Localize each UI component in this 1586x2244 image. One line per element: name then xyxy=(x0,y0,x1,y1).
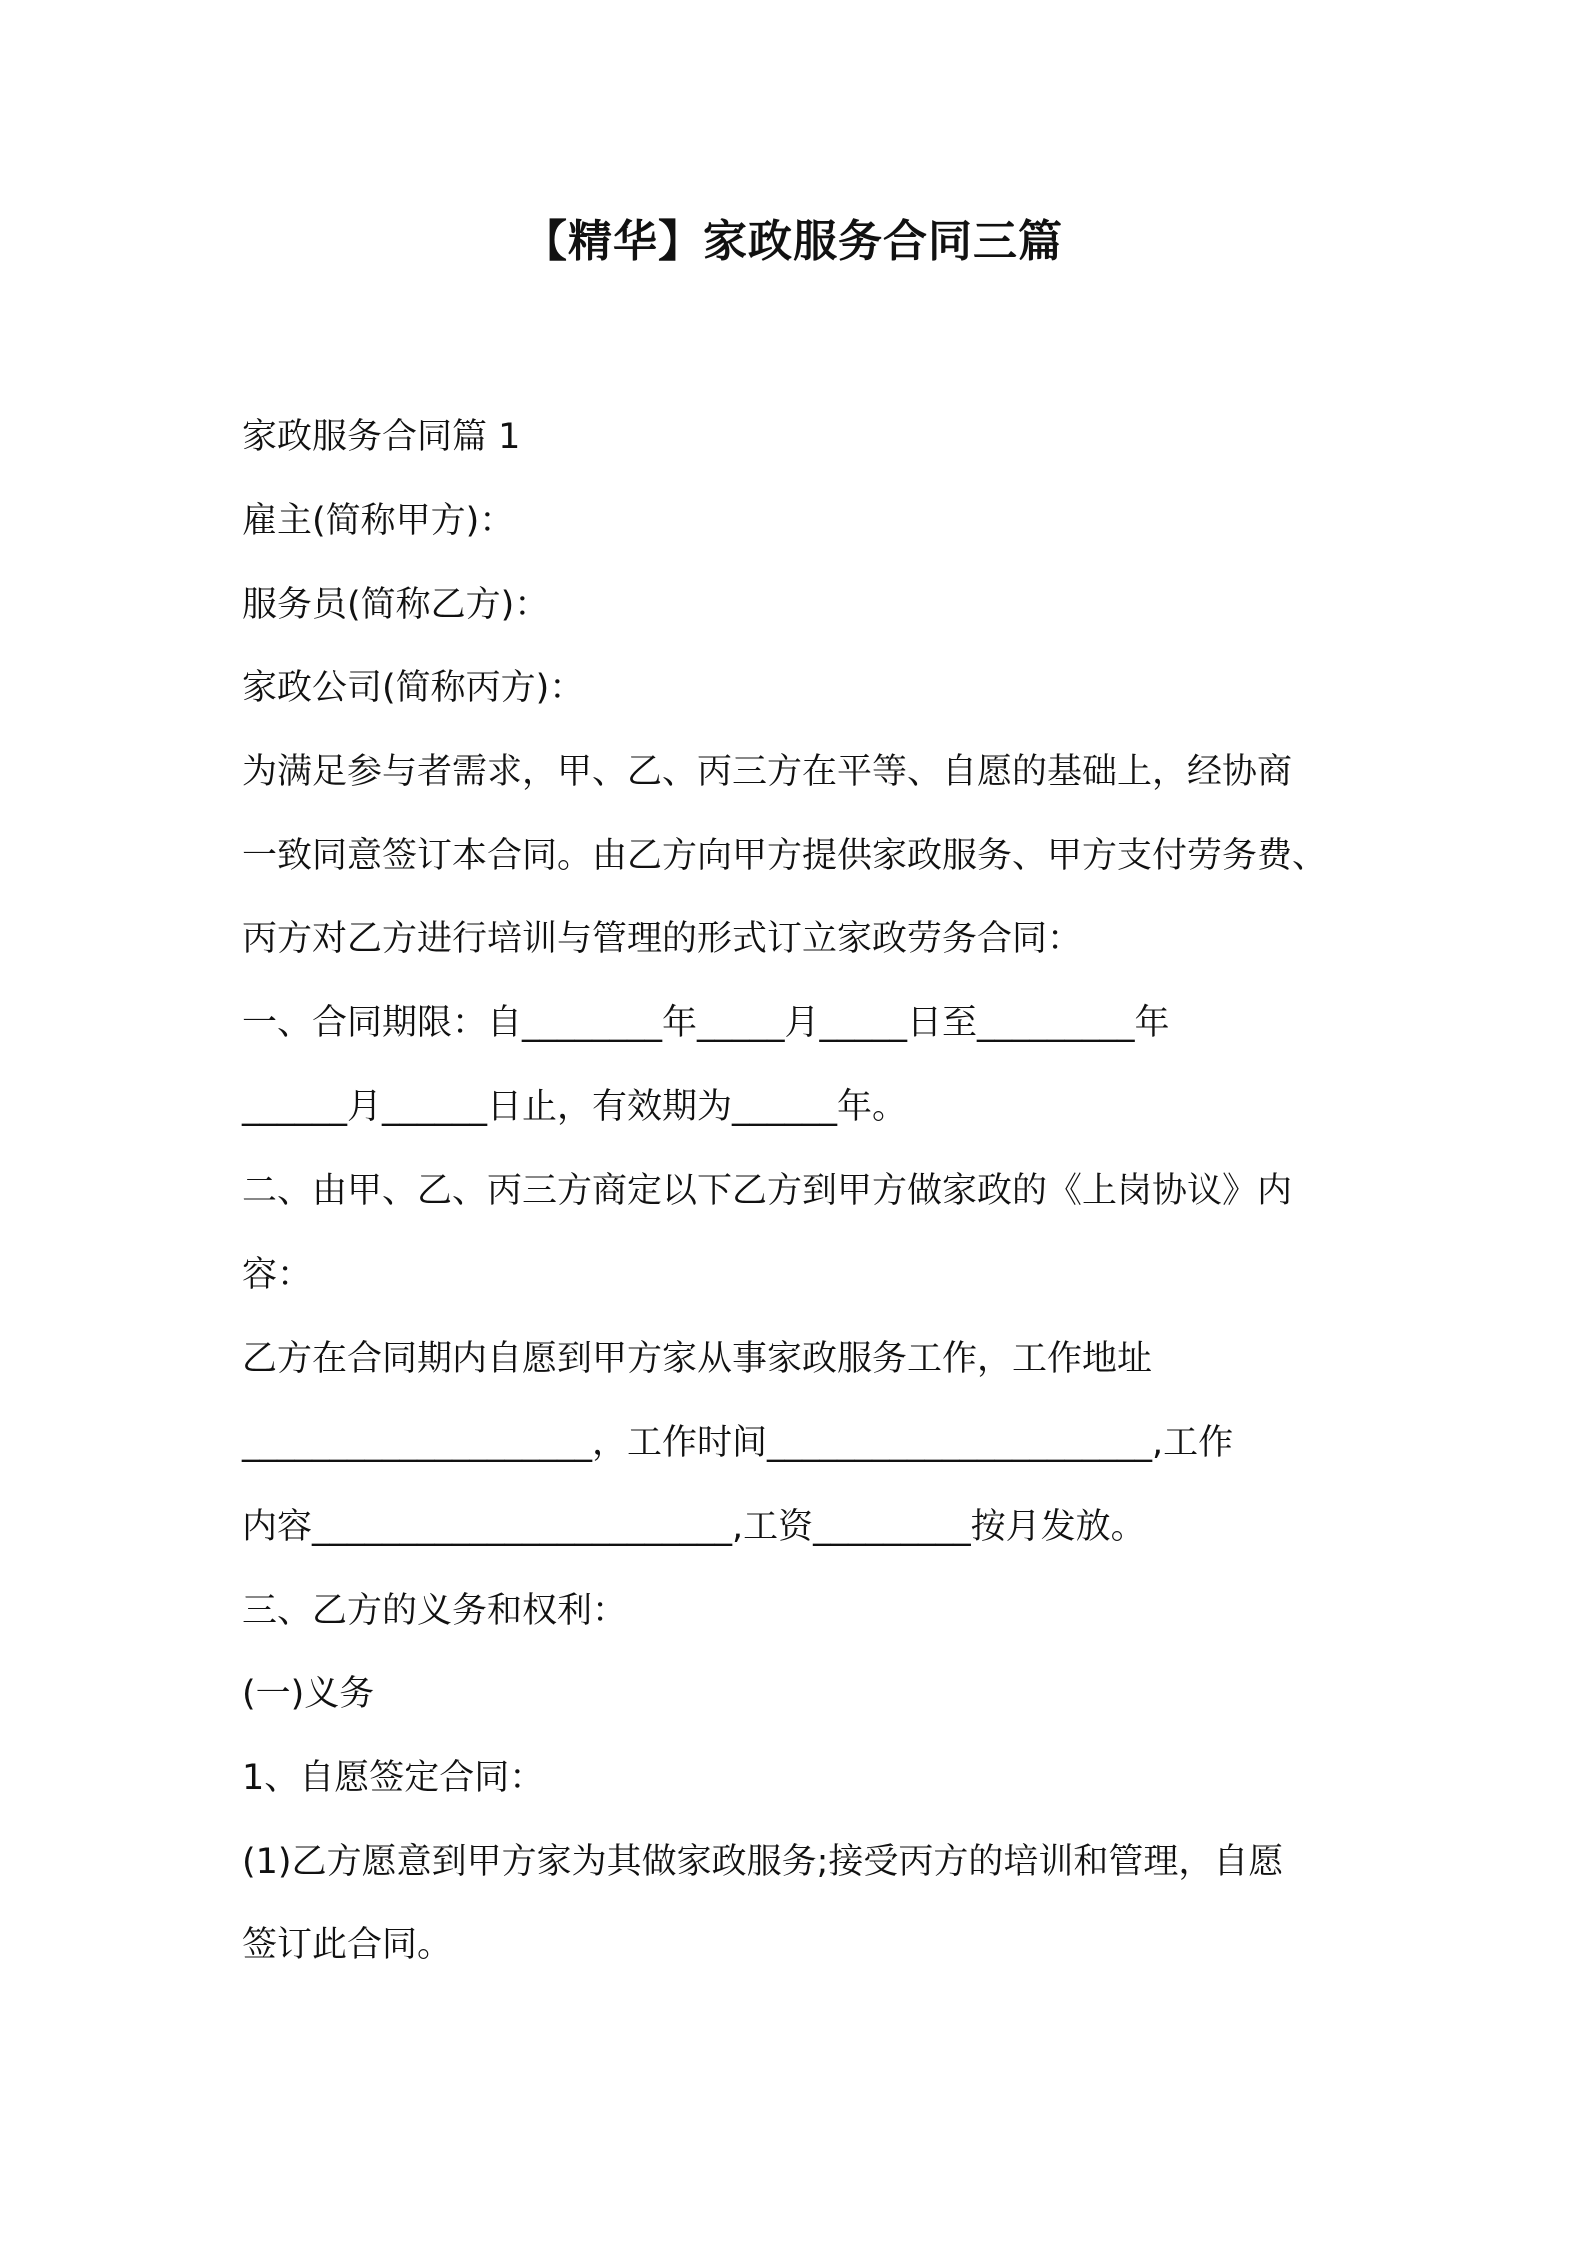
paragraph-line: 内容________________________,工资_________按月发放。 xyxy=(242,1507,1146,1547)
paragraph-line: 丙方对乙方进行培训与管理的形式订立家政劳务合同： xyxy=(242,919,1083,959)
paragraph-line: 乙方在合同期内自愿到甲方家从事家政服务工作，工作地址 xyxy=(242,1339,1153,1379)
paragraph-line: 为满足参与者需求，甲、乙、丙三方在平等、自愿的基础上，经协商 xyxy=(242,752,1293,792)
clause-term-line: ______月______日止，有效期为______年。 xyxy=(242,1087,908,1127)
subsection-heading: (一)义务 xyxy=(242,1674,375,1714)
section-heading: 三、乙方的义务和权利： xyxy=(242,1591,628,1631)
clause-term-line: 一、合同期限：自________年_____月_____日至_________年 xyxy=(242,1003,1170,1043)
paragraph-line: ____________________，工作时间______________________,工作 xyxy=(242,1423,1234,1463)
clause-agreement-line: 二、由甲、乙、丙三方商定以下乙方到甲方做家政的《上岗协议》内 xyxy=(242,1171,1293,1211)
section-heading: 家政服务合同篇 1 xyxy=(242,417,521,457)
paragraph-line: (1)乙方愿意到甲方家为其做家政服务;接受丙方的培训和管理，自愿 xyxy=(242,1842,1284,1882)
paragraph-line: 一致同意签订本合同。由乙方向甲方提供家政服务、甲方支付劳务费、 xyxy=(242,836,1328,876)
party-c-line: 家政公司(简称丙方)： xyxy=(242,668,585,708)
document-title: 【精华】家政服务合同三篇 xyxy=(523,216,1063,267)
clause-agreement-line: 容： xyxy=(242,1255,313,1295)
party-b-line: 服务员(简称乙方)： xyxy=(242,585,550,625)
paragraph-line: 签订此合同。 xyxy=(242,1925,453,1965)
list-item: 1、自愿签定合同： xyxy=(242,1758,545,1798)
party-a-line: 雇主(简称甲方)： xyxy=(242,501,515,541)
